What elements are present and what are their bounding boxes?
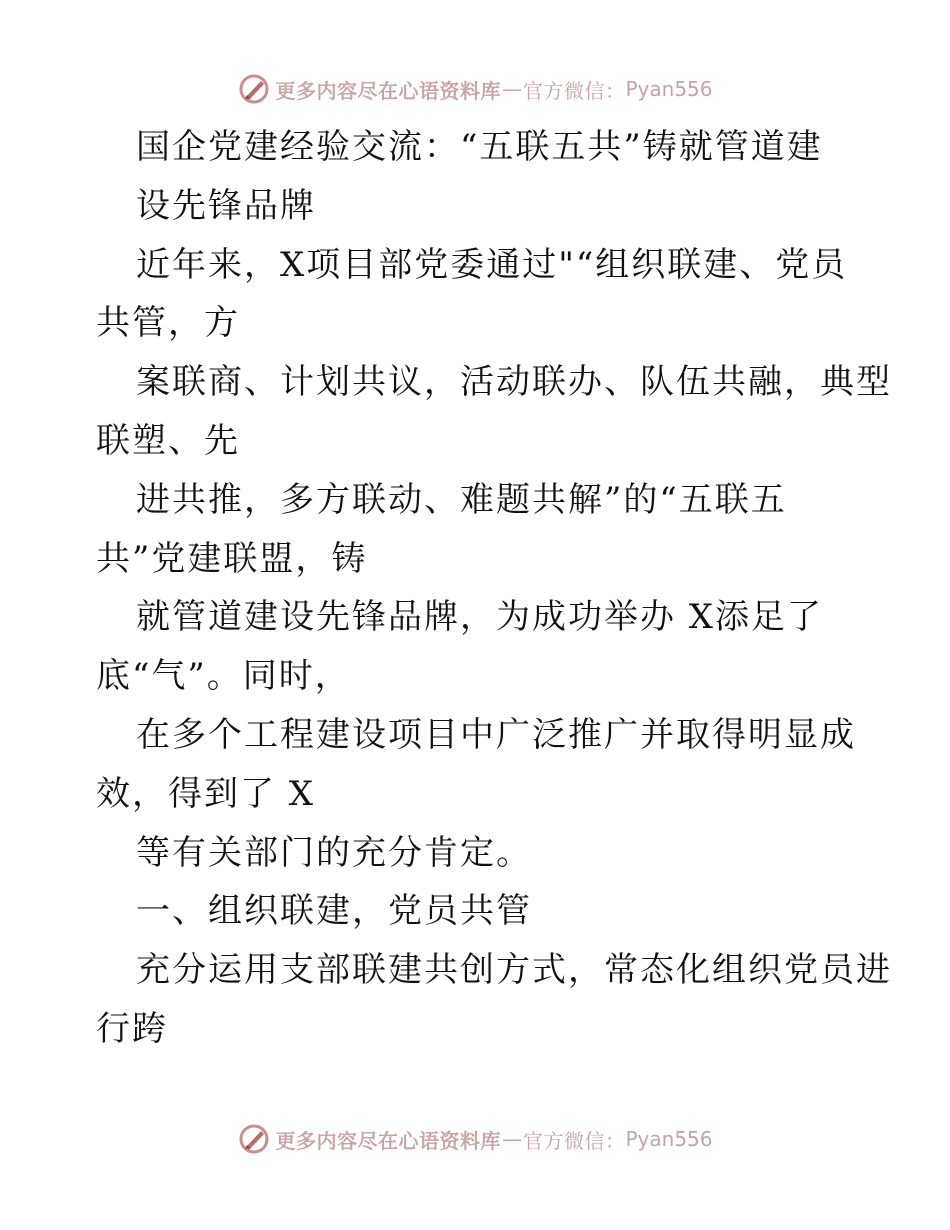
text-line: 行跨 xyxy=(96,1008,168,1049)
document-body xyxy=(0,124,950,1065)
watermark-separator: — xyxy=(501,77,522,101)
watermark-wechat-label: 官方微信： xyxy=(522,1128,626,1153)
text-line: 近年来，X项目部党委通过"“组织联建、党员 xyxy=(136,244,848,285)
text-line: 一、组织联建，党员共管 xyxy=(136,891,532,932)
text-line: 进共推，多方联动、难题共解”的“五联五 xyxy=(136,479,787,520)
text-line: 共”党建联盟，铸 xyxy=(96,538,368,579)
header-watermark xyxy=(0,72,950,106)
text-line: 底“气”。同时， xyxy=(96,656,351,697)
text-line: 在多个工程建设项目中广泛推广并取得明显成 xyxy=(136,714,856,755)
watermark-text: 更多内容尽在心语资料库 xyxy=(275,1128,501,1153)
text-line: 设先锋品牌 xyxy=(136,185,316,226)
watermark-wechat-label: 官方微信： xyxy=(522,78,626,103)
text-line: 就管道建设先锋品牌，为成功举办 X添足了 xyxy=(136,597,824,638)
watermark-text: 更多内容尽在心语资料库 xyxy=(275,78,501,103)
text-line: 国企党建经验交流：“五联五共”铸就管道建 xyxy=(136,127,823,167)
pen-logo-icon xyxy=(237,72,271,106)
text-line: 联塑、先 xyxy=(96,420,240,461)
watermark-wechat-id: Pyan556 xyxy=(625,77,713,101)
text-line: 案联商、计划共议，活动联办、队伍共融，典型 xyxy=(136,362,892,403)
text-line: 充分运用支部联建共创方式，常态化组织党员进 xyxy=(136,950,892,991)
text-line: 等有关部门的充分肯定。 xyxy=(136,832,532,873)
watermark-wechat-id: Pyan556 xyxy=(625,1127,713,1151)
watermark-separator: — xyxy=(501,1127,522,1151)
text-line: 共管，方 xyxy=(96,303,240,344)
footer-watermark xyxy=(0,1122,950,1156)
pen-logo-icon xyxy=(237,1122,271,1156)
text-line: 效，得到了 X xyxy=(96,773,316,814)
